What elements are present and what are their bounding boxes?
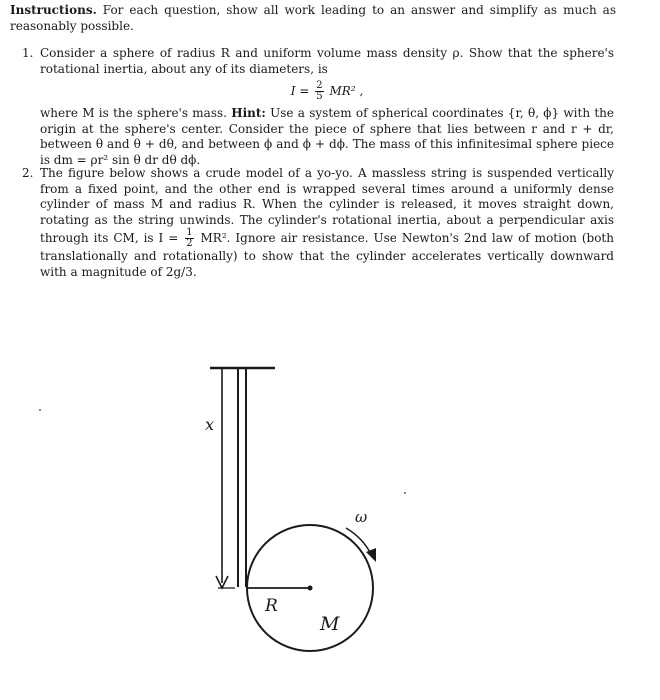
question-2-number: 2.: [22, 166, 34, 180]
instructions-label: Instructions.: [10, 3, 97, 17]
instructions-text: For each question, show all work leading to an answer and simplify as much as reasonably possible.: [10, 3, 616, 33]
question-2-text-b: MR². Ignore air resistance. Use Newton's 2nd law of motion (both translationally and rotationally) to show that the cylinder accelerates vertically downward with a magnitude of 2g/3.: [40, 231, 614, 279]
equation-fraction-denominator: 5: [316, 91, 323, 102]
scan-speck-right: [404, 492, 406, 494]
equation-rhs: MR² ,: [329, 84, 364, 98]
question-2-text-a: The figure below shows a crude model of a yo-yo. A massless string is suspended vertically from a fixed point, and the other end is wrapped several times around a uniformly dense cylinder of mass M and radius R. When the cylinder is released, it moves straight down, rotating as the string unwinds. The cylinder's rotational inertia, about a perpendicular axis through its CM, is I =: [40, 166, 614, 245]
question-1-body-post: Use a system of spherical coordinates {r, θ, ϕ} with the origin at the sphere's center. Consider the piece of sphere that lies between r and r + dr, between θ and θ + dθ, and between ϕ and ϕ + dϕ. The mass of this infinitesimal sphere piece is dm = ρr² sin θ dr dθ dϕ.: [40, 106, 615, 167]
mass-label: M: [320, 613, 340, 635]
question-1-number: 1.: [22, 46, 34, 60]
scan-speck-left: [39, 409, 41, 411]
x-label: x: [205, 415, 215, 434]
yo-yo-fraction-denominator: 2: [186, 238, 193, 249]
yo-yo-fraction-numerator: 1: [186, 227, 193, 238]
question-1-intro: Consider a sphere of radius R and uniform volume mass density ρ. Show that the sphere's rotational inertia, about any of its diameters, is: [40, 46, 614, 76]
omega-label: ω: [355, 508, 368, 526]
equation-fraction-numerator: 2: [316, 80, 323, 91]
radius-label: R: [265, 596, 278, 616]
hint-label: Hint:: [231, 106, 266, 120]
equation-lhs: I =: [290, 84, 310, 98]
question-1-body-pre: where M is the sphere's mass.: [40, 106, 232, 120]
cylinder-center-dot: [308, 586, 313, 591]
